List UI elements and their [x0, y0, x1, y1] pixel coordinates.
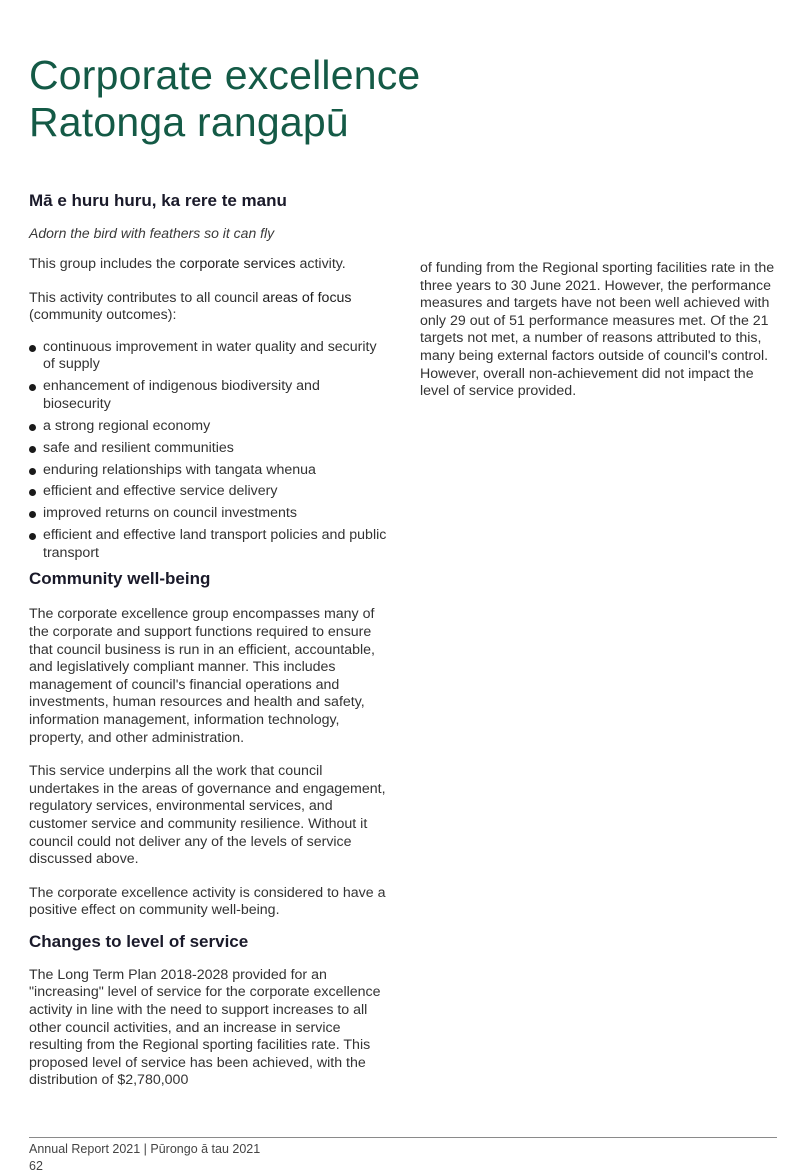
areas-of-focus-list [29, 339, 391, 563]
page-title [29, 52, 420, 146]
page-title-english: Corporate excellence [29, 52, 421, 98]
bullet-icon [29, 468, 36, 475]
page-title-maori: Ratonga rangapū [29, 99, 349, 145]
list-item: efficient and effective service delivery [29, 483, 391, 501]
bullet-icon [29, 533, 36, 540]
community-wellbeing-paragraph: The corporate excellence activity is considered to have a positive effect on community well-being. [29, 884, 386, 919]
footer-report-title: Annual Report 2021 | Pūrongo ā tau 2021 [29, 1142, 261, 1156]
bullet-icon [29, 345, 36, 352]
changes-level-of-service-paragraph: The Long Term Plan 2018-2028 provided for an "increasing" level of service for the corporate excellence activity in line with the need to support increases to all other council activities, and an increase in service resulting from the Regional sporting facilities rate. This proposed level of service has been achieved, with the distribution of $2,780,000 [29, 966, 381, 1089]
right-column [420, 260, 782, 401]
community-wellbeing-paragraph: The corporate excellence group encompasses many of the corporate and support functions required to ensure that council business is run in an efficient, accountable, and legislatively compliant manner. This includes management of council's financial operations and investments, human resources and health and safety, information management, information technology, property, and other administration. [29, 606, 375, 746]
bullet-icon [29, 446, 36, 453]
community-wellbeing-paragraph: This service underpins all the work that council undertakes in the areas of governance and engagement, regulatory services, environmental services, and customer service and community resilience. Without it council could not deliver any of the levels of service discussed above. [29, 763, 386, 868]
changes-level-of-service-continued: of funding from the Regional sporting facilities rate in the three years to 30 June 2021. However, the performance measures and targets have not been well achieved with only 29 out of 51 performance measures met. Of the 21 targets not met, a number of reasons attributed to this, many being external factors outside of council's control. However, overall non-achievement did not impact the level of service provided. [420, 260, 775, 400]
list-item: safe and resilient communities [29, 440, 391, 458]
list-item: enhancement of indigenous biodiversity and biosecurity [29, 378, 391, 413]
changes-level-of-service-heading: Changes to level of service [29, 931, 249, 951]
page-number: 62 [29, 1159, 43, 1173]
proverb-translation: Adorn the bird with feathers so it can fly [29, 225, 275, 241]
areas-of-focus-term: areas of focus [262, 289, 352, 306]
list-item: enduring relationships with tangata whenua [29, 462, 391, 480]
footer-divider [29, 1137, 777, 1138]
bullet-icon [29, 424, 36, 431]
list-item: continuous improvement in water quality and security of supply [29, 339, 391, 374]
corporate-services-term: corporate services [179, 256, 296, 272]
proverb-heading: Mā e huru huru, ka rere te manu [29, 191, 287, 210]
intro-paragraph-focus: This activity contributes to all council areas of focus (community outcomes): [29, 289, 352, 324]
intro-paragraph-group: This group includes the corporate services activity. [29, 256, 346, 272]
bullet-icon [29, 489, 36, 496]
bullet-icon [29, 384, 36, 391]
community-wellbeing-heading: Community well-being [29, 569, 211, 589]
list-item: a strong regional economy [29, 418, 391, 436]
bullet-icon [29, 511, 36, 518]
left-column [29, 190, 391, 1090]
list-item: efficient and effective land transport policies and public transport [29, 527, 391, 562]
list-item: improved returns on council investments [29, 505, 391, 523]
